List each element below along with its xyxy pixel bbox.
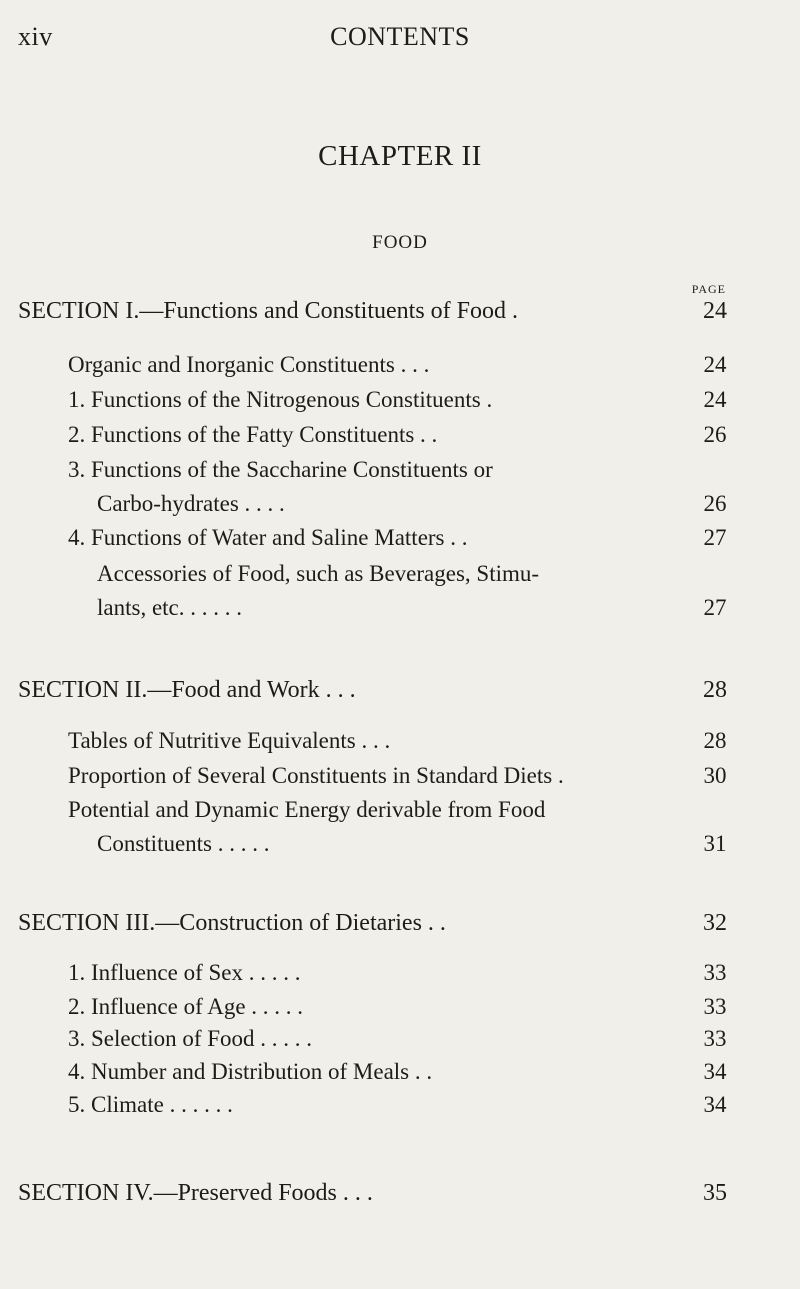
toc-entry — [97, 487, 740, 521]
toc-page-number: 27 — [703, 525, 727, 550]
toc-entry — [68, 383, 740, 417]
toc-page-number: 24 — [703, 298, 727, 324]
toc-page-number: 34 — [703, 1092, 727, 1117]
toc-entry — [68, 724, 740, 758]
toc-entry — [68, 1022, 740, 1056]
chapter-title: CHAPTER II — [318, 140, 482, 172]
toc-entry — [68, 956, 740, 990]
toc-entry-text: SECTION III.—Construction of Dietaries . . — [18, 910, 446, 936]
toc-page-number: 32 — [703, 910, 727, 936]
toc-page-number: 34 — [703, 1059, 727, 1084]
toc-entry-text: Potential and Dynamic Energy derivable from Food — [68, 797, 546, 822]
toc-entry-text: 1. Functions of the Nitrogenous Constituents . — [68, 387, 493, 412]
toc-entry-text: Tables of Nutritive Equivalents . . . — [68, 728, 391, 753]
toc-entry-text: SECTION II.—Food and Work . . . — [18, 677, 356, 703]
toc-page-number: 33 — [703, 1026, 727, 1051]
toc-page-number: 28 — [703, 728, 727, 753]
toc-entry-text: Organic and Inorganic Constituents . . . — [68, 352, 430, 377]
toc-entry-text: 3. Selection of Food . . . . . — [68, 1026, 313, 1051]
chapter-subtitle: FOOD — [372, 232, 428, 253]
toc-entry-text: 4. Functions of Water and Saline Matters . . — [68, 525, 468, 550]
running-title: CONTENTS — [330, 22, 470, 51]
toc-entry — [68, 453, 740, 487]
toc-page-number: 33 — [703, 994, 727, 1019]
toc-entry-text: Constituents . . . . . — [97, 831, 270, 856]
toc-page-number: 26 — [703, 491, 727, 516]
toc-entry-text: Accessories of Food, such as Beverages, Stimu- — [97, 561, 540, 586]
toc-entry — [68, 759, 740, 793]
toc-page-number: 28 — [703, 677, 727, 703]
toc-entry-text: SECTION I.—Functions and Constituents of Food . — [18, 298, 519, 324]
page-number: xiv — [18, 22, 53, 51]
page-column-label: PAGE — [691, 282, 726, 296]
toc-entry-text: Proportion of Several Constituents in Standard Diets . — [68, 763, 564, 788]
toc-entry-text: SECTION IV.—Preserved Foods . . . — [18, 1180, 373, 1206]
toc-entry — [97, 557, 740, 591]
toc-entry-text: 4. Number and Distribution of Meals . . — [68, 1059, 433, 1084]
toc-entry-text: 3. Functions of the Saccharine Constituents or — [68, 457, 493, 482]
toc-entry — [68, 1088, 740, 1122]
toc-page-number: 30 — [703, 763, 727, 788]
toc-entry-text: lants, etc. . . . . . — [97, 595, 242, 620]
toc-entry-text: 2. Functions of the Fatty Constituents . . — [68, 422, 438, 447]
toc-section-3 — [18, 906, 740, 940]
toc-page-number: 24 — [703, 387, 727, 412]
toc-entry — [97, 591, 740, 625]
toc-entry — [68, 521, 740, 555]
toc-entry-text: Carbo-hydrates . . . . — [97, 491, 285, 516]
toc-section-1 — [18, 294, 740, 328]
toc-entry-text: 2. Influence of Age . . . . . — [68, 994, 304, 1019]
toc-section-2 — [18, 673, 740, 707]
toc-entry-text: 1. Influence of Sex . . . . . — [68, 960, 301, 985]
toc-entry — [68, 418, 740, 452]
toc-entry — [68, 990, 740, 1024]
toc-entry — [68, 348, 740, 382]
toc-page-number: 31 — [703, 831, 727, 856]
toc-entry — [97, 827, 740, 861]
toc-entry — [68, 793, 740, 827]
toc-entry-text: 5. Climate . . . . . . — [68, 1092, 233, 1117]
toc-entry — [68, 1055, 740, 1089]
toc-page-number: 24 — [703, 352, 727, 377]
toc-section-4 — [18, 1176, 740, 1210]
toc-page-number: 26 — [703, 422, 727, 447]
toc-page-number: 27 — [703, 595, 727, 620]
toc-page-number: 33 — [703, 960, 727, 985]
toc-page-number: 35 — [703, 1180, 727, 1206]
